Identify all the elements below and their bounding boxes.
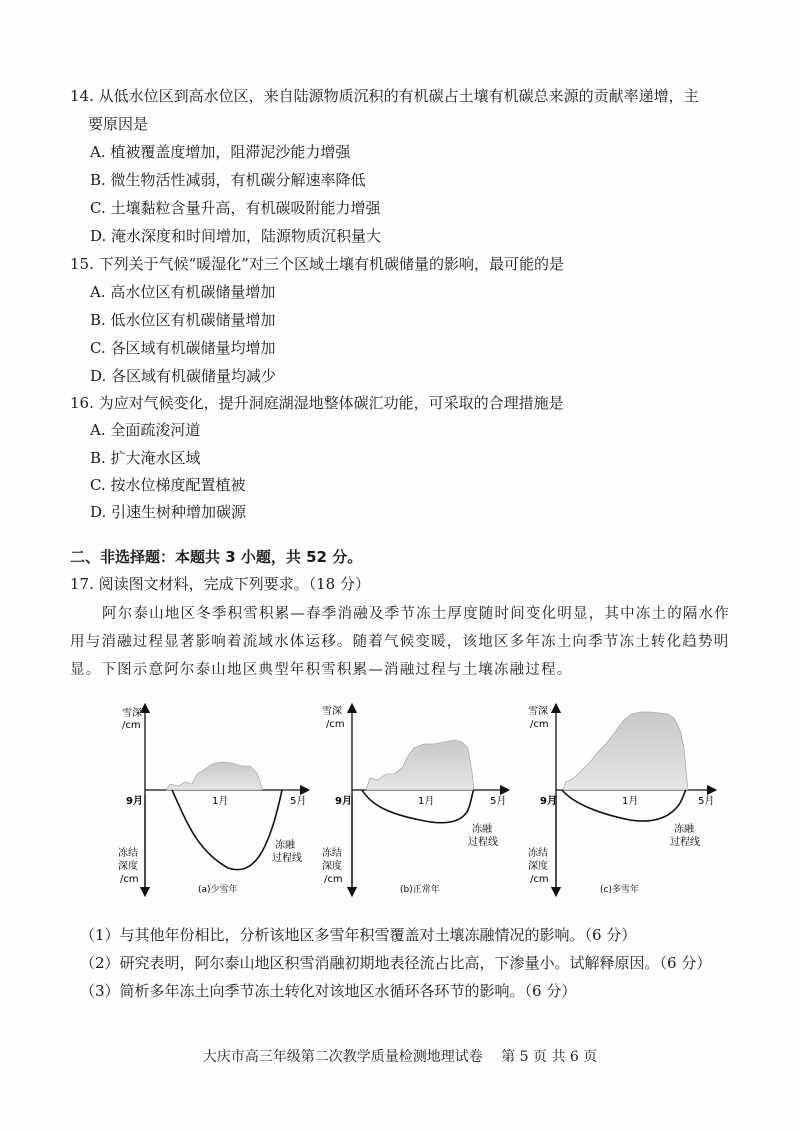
panel-b-ylabel-snow-2: /cm (326, 719, 345, 730)
q16-stem: 16. 为应对气候变化，提升洞庭湖湿地整体碳汇功能，可采取的合理措施是 (70, 394, 564, 412)
panel-b-curve-label-2: 过程线 (468, 837, 498, 848)
panel-c-snow-area (563, 712, 688, 790)
panel-b-tick-may: 5月 (490, 796, 507, 807)
q17-sub-3: （3）简析多年冻土向季节冻土转化对该地区水循环各环节的影响。（6 分） (80, 982, 577, 1000)
page-footer: 大庆市高三年级第二次教学质量检测地理试卷 第 5 页 共 6 页 (202, 1049, 598, 1065)
q15-option-d: D. 各区域有机碳储量均减少 (90, 367, 277, 385)
q15-option-a: A. 高水位区有机碳储量增加 (90, 283, 276, 301)
panel-a-caption: (a)少雪年 (198, 885, 238, 895)
panel-a-tick-may: 5月 (290, 796, 307, 807)
panel-c-ylabel-frost-2: 深度 (528, 861, 548, 872)
panel-a-ylabel-snow-1: 雪深 (122, 708, 142, 719)
q17-sub-2: （2）研究表明，阿尔泰山地区积雪消融初期地表径流占比高，下渗量小。试解释原因。（6 分） (80, 954, 712, 972)
q14-option-a: A. 植被覆盖度增加，阻滞泥沙能力增强 (90, 143, 351, 161)
panel-a-ylabel-snow-2: /cm (122, 720, 141, 731)
panel-c-tick-may: 5月 (698, 796, 715, 807)
panel-a-ylabel-frost-2: 深度 (118, 861, 138, 872)
panel-a (118, 707, 306, 895)
q16-option-a: A. 全面疏浚河道 (90, 421, 201, 439)
panel-c-curve-label-1: 冻融 (674, 824, 694, 835)
panel-a-snow-area (166, 762, 262, 790)
q17-stem: 17. 阅读图文材料，完成下列要求。（18 分） (70, 575, 370, 593)
panel-b-ylabel-frost-1: 冻结 (322, 848, 342, 859)
panel-a-ylabel-frost-3: /cm (120, 874, 139, 885)
panel-c-ylabel-frost-1: 冻结 (528, 848, 548, 859)
panel-a-tick-sep: 9月 (126, 796, 143, 807)
q15-stem: 15. 下列关于气候“暖湿化”对三个区域土壤有机碳储量的影响，最可能的是 (70, 255, 564, 273)
panel-b-snow-area (366, 740, 474, 790)
panel-b-ylabel-frost-2: 深度 (322, 861, 342, 872)
q14-stem-line2: 要原因是 (88, 115, 149, 133)
panel-c-tick-sep: 9月 (540, 796, 557, 807)
panel-c-ylabel-snow-2: /cm (530, 719, 549, 730)
panel-a-tick-jan: 1月 (212, 796, 229, 807)
panel-b (322, 705, 506, 895)
panel-c-ylabel-frost-3: /cm (530, 874, 549, 885)
snow-frozen-soil-figure (0, 700, 800, 910)
q14-option-b: B. 微生物活性减弱，有机碳分解速率降低 (90, 171, 366, 189)
q16-option-c: C. 按水位梯度配置植被 (90, 476, 246, 494)
q16-option-d: D. 引速生树种增加碳源 (90, 503, 247, 521)
q15-option-b: B. 低水位区有机碳储量增加 (90, 311, 276, 329)
panel-c-curve-label-2: 过程线 (670, 837, 700, 848)
panel-c-ylabel-snow-1: 雪深 (528, 706, 548, 717)
panel-b-tick-sep: 9月 (335, 796, 352, 807)
panel-a-curve-label-1: 冻融 (275, 840, 295, 851)
panel-b-tick-jan: 1月 (418, 796, 435, 807)
q14-stem-line1: 14. 从低水位区到高水位区，来自陆源物质沉积的有机碳占土壤有机碳总来源的贡献率递增，主 (70, 87, 699, 105)
q16-option-b: B. 扩大淹水区域 (90, 449, 201, 467)
panel-b-ylabel-frost-3: /cm (324, 874, 343, 885)
panel-a-curve-label-2: 过程线 (272, 853, 302, 864)
q17-material: 阿尔泰山地区冬季积雪积累—春季消融及季节冻土厚度随时间变化明显，其中冻土的隔水作用与消融过程显著影响着流域水体运移。随着气候变暖，该地区多年冻土向季节冻土转化趋势明显。下图示意阿尔泰山地区典型年积雪积累—消融过程与土壤冻融过程。 (70, 606, 730, 678)
section-heading: 二、非选择题：本题共 3 小题，共 52 分。 (70, 548, 363, 566)
panel-c-tick-jan: 1月 (622, 796, 639, 807)
q17-sub-1: （1）与其他年份相比，分析该地区多雪年积雪覆盖对土壤冻融情况的影响。（6 分） (80, 926, 637, 944)
q14-option-c: C. 土壤黏粒含量升高，有机碳吸附能力增强 (90, 199, 381, 217)
q14-option-d: D. 淹水深度和时间增加，陆源物质沉积量大 (90, 227, 382, 245)
q15-option-c: C. 各区域有机碳储量均增加 (90, 339, 276, 357)
panel-b-caption: (b)正常年 (400, 885, 440, 895)
panel-c-caption: (c)多雪年 (600, 885, 639, 895)
panel-b-curve-label-1: 冻融 (472, 824, 492, 835)
panel-c (528, 705, 714, 895)
panel-a-ylabel-frost-1: 冻结 (118, 848, 138, 859)
panel-b-ylabel-snow-1: 雪深 (322, 706, 342, 717)
